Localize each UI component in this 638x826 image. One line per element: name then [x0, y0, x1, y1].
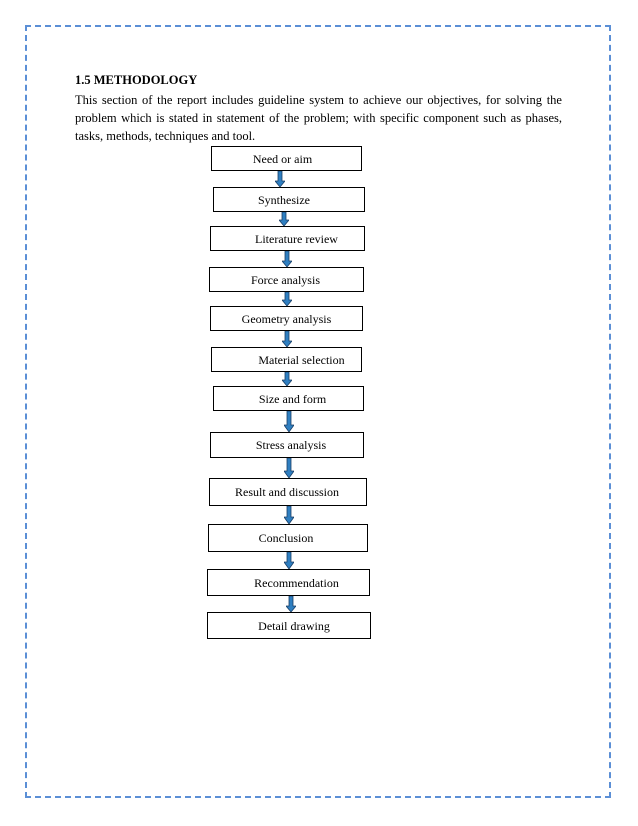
flow-step-label: Conclusion — [258, 531, 314, 545]
flow-step-label: Size and form — [258, 391, 327, 406]
flow-step-material-selection — [211, 347, 362, 372]
flow-arrow-down-icon — [284, 506, 294, 524]
flow-arrow-down-icon — [282, 372, 292, 386]
flow-arrow-down-icon — [284, 458, 294, 478]
flow-step-label: Material selection — [258, 352, 345, 367]
flow-step-recommendation — [207, 569, 370, 596]
flow-step-stress-analysis — [210, 432, 364, 458]
flow-step-literature-review — [210, 226, 365, 251]
flow-arrow-down-icon — [282, 331, 292, 347]
intro-paragraph: This section of the report includes guideline system to achieve our objectives, for solving the problem which is stated in statement of the problem; with specific component such as phases, tasks, methods, techniques and tool. — [75, 93, 562, 143]
flow-step-detail-drawing — [207, 612, 371, 639]
flow-arrow-down-icon — [284, 411, 294, 432]
flow-step-conclusion — [208, 524, 368, 552]
section-heading: 1.5 METHODOLOGY — [75, 73, 198, 87]
flow-step-label: Synthesize — [258, 192, 310, 207]
flow-step-force-analysis — [209, 267, 364, 292]
flow-step-need-or-aim — [211, 146, 362, 171]
flow-step-synthesize — [213, 187, 365, 212]
flow-step-label: Recommendation — [254, 575, 339, 590]
flow-step-size-and-form — [213, 386, 364, 411]
flow-arrow-down-icon — [286, 596, 296, 612]
flow-step-label: Result and discussion — [235, 485, 339, 499]
flow-step-label: Stress analysis — [255, 438, 327, 452]
flow-arrow-down-icon — [282, 292, 292, 306]
flow-arrow-down-icon — [275, 171, 285, 187]
flow-step-geometry-analysis — [210, 306, 363, 331]
flow-step-label: Detail drawing — [258, 618, 330, 633]
flow-step-result-and-discussion — [209, 478, 367, 506]
flow-arrow-down-icon — [284, 552, 294, 569]
flow-step-label: Literature review — [255, 231, 338, 246]
flow-step-label: Need or aim — [252, 151, 313, 166]
flow-arrow-down-icon — [282, 251, 292, 267]
flow-step-label: Geometry analysis — [241, 311, 332, 326]
flow-arrow-down-icon — [279, 212, 289, 226]
flow-step-label: Force analysis — [251, 272, 320, 287]
